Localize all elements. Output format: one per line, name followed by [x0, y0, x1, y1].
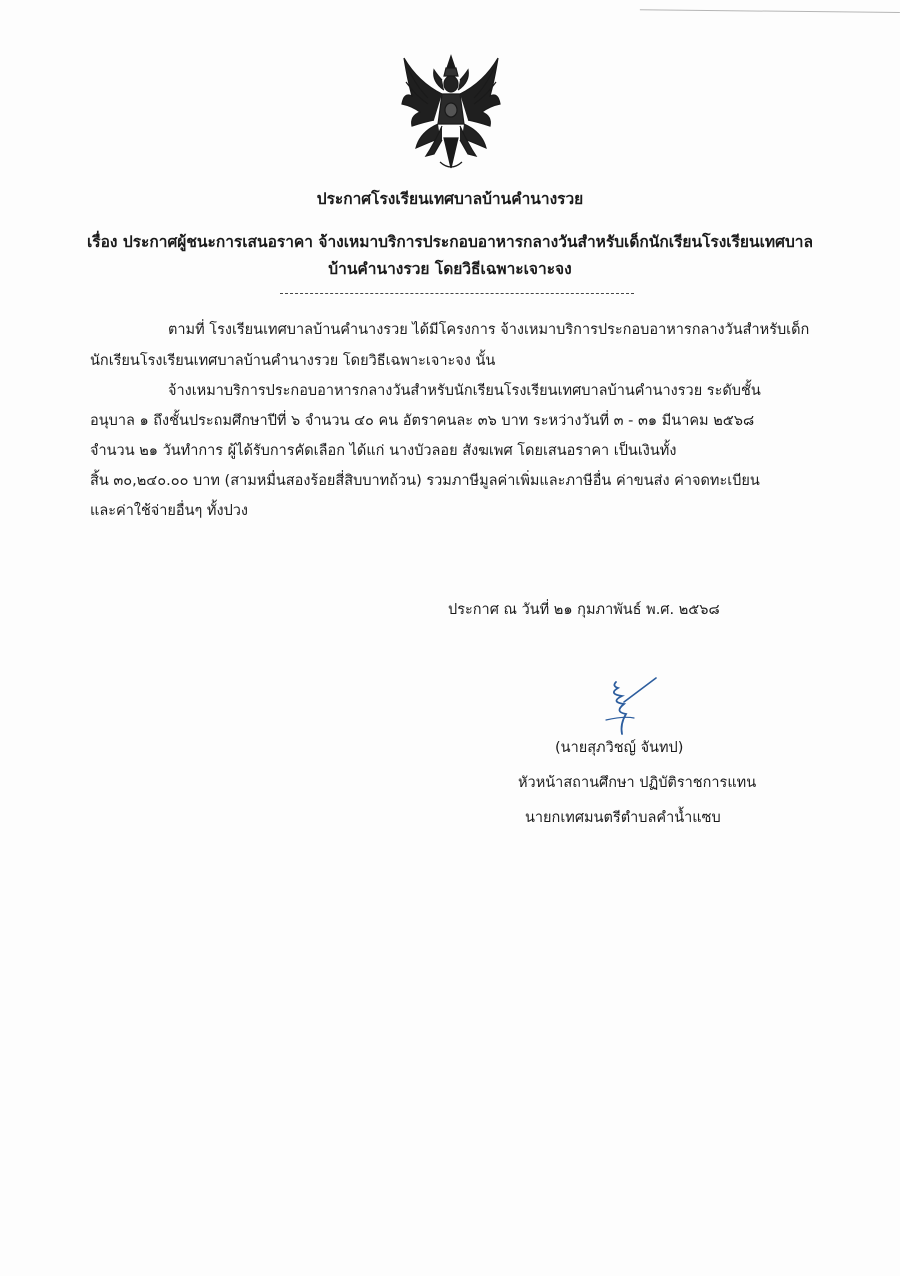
announcement-subject-line2: บ้านคำนางรวย โดยวิธีเฉพาะเจาะจง [328, 260, 572, 278]
title-separator [280, 293, 634, 294]
body-line: จำนวน ๒๑ วันทำการ ผู้ได้รับการคัดเลือก ได้แก่ นางบัวลอย สังฆเพศ โดยเสนอราคา เป็นเงินทั้ง [90, 443, 677, 459]
handwritten-signature [594, 672, 666, 742]
announcement-subject-line1: เรื่อง ประกาศผู้ชนะการเสนอราคา จ้างเหมาบริการประกอบอาหารกลางวันสำหรับเด็กนักเรียนโรงเรียนเทศบาล [86, 233, 813, 251]
body-line: ตามที่ โรงเรียนเทศบาลบ้านคำนางรวย ได้มีโครงการ จ้างเหมาบริการประกอบอาหารกลางวันสำหรับเด็ก [168, 322, 810, 338]
announcement-date: ประกาศ ณ วันที่ ๒๑ กุมภาพันธ์ พ.ศ. ๒๕๖๘ [448, 602, 720, 618]
announcement-title: ประกาศโรงเรียนเทศบาลบ้านคำนางรวย [316, 190, 584, 208]
body-line: อนุบาล ๑ ถึงชั้นประถมศึกษาปีที่ ๖ จำนวน ๔๐ คน อัตราคนละ ๓๖ บาท ระหว่างวันที่ ๓ - ๓๑ มีนาคม ๒๕๖๘ [90, 413, 755, 429]
signatory-position-on-behalf: นายกเทศมนตรีตำบลคำน้ำแซบ [525, 810, 721, 826]
body-line: จ้างเหมาบริการประกอบอาหารกลางวันสำหรับนักเรียนโรงเรียนเทศบาลบ้านคำนางรวย ระดับชั้น [168, 383, 761, 399]
body-line: นักเรียนโรงเรียนเทศบาลบ้านคำนางรวย โดยวิธีเฉพาะเจาะจง นั้น [90, 353, 496, 369]
body-line: สิ้น ๓๐,๒๔๐.๐๐ บาท (สามหมื่นสองร้อยสี่สิบบาทถ้วน) รวมภาษีมูลค่าเพิ่มและภาษีอื่น ค่าขนส่ง ค่าจดทะเบียน [90, 473, 760, 489]
signatory-name: (นายสุภวิชญ์ จันทป) [555, 740, 684, 756]
scan-edge-line [640, 0, 900, 13]
signatory-position: หัวหน้าสถานศึกษา ปฏิบัติราชการแทน [518, 775, 757, 791]
body-line: และค่าใช้จ่ายอื่นๆ ทั้งปวง [90, 503, 248, 519]
garuda-emblem-icon [398, 52, 504, 174]
